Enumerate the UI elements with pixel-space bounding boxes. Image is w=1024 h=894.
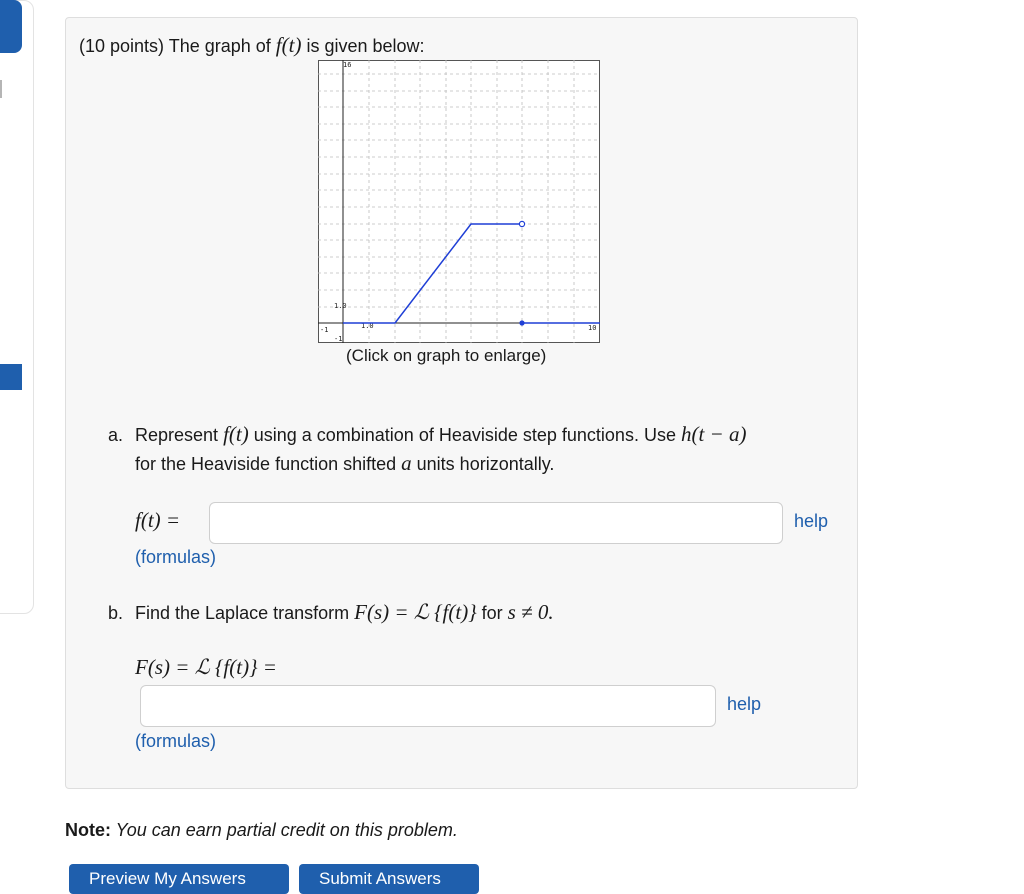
sidebar-card — [0, 0, 34, 614]
x-min-label: -1 — [320, 326, 329, 334]
problem-intro: (10 points) The graph of f(t) is given below: — [79, 33, 425, 57]
sidebar-active-marker[interactable] — [0, 364, 22, 390]
partial-credit-note: Note: You can earn partial credit on this problem. — [65, 820, 458, 840]
part-b-answer-input[interactable] — [140, 685, 716, 727]
y-tick-label: 1.0 — [334, 302, 347, 310]
open-endpoint — [519, 221, 524, 226]
y-min-label: -1 — [334, 335, 343, 343]
x-max-label: 10 — [588, 324, 597, 332]
part-b-help-link[interactable]: help — [727, 694, 762, 714]
part-a-answer-input[interactable] — [209, 502, 783, 544]
x-tick-label: 1.0 — [361, 322, 374, 330]
submit-answers-button[interactable]: Submit Answers — [299, 864, 479, 894]
closed-endpoint — [519, 320, 524, 325]
sidebar-nav-button[interactable] — [0, 0, 22, 53]
preview-answers-button[interactable]: Preview My Answers — [69, 864, 289, 894]
function-graph[interactable] — [318, 60, 600, 343]
part-b-formulas-link[interactable]: (formulas) — [135, 731, 217, 751]
part-a-prompt: a. Represent f(t) using a combination of Heaviside step functions. Use h(t − a) for the Heaviside function shifted a units horizontally. — [108, 422, 747, 475]
sidebar-divider — [0, 80, 2, 98]
part-b-input-label: F(s) = ℒ {f(t)} = — [135, 655, 277, 679]
part-a-formulas-link[interactable]: (formulas) — [135, 547, 217, 567]
enlarge-graph-link[interactable]: (Click on graph to enlarge) — [346, 346, 547, 365]
y-max-label: 16 — [343, 61, 352, 69]
part-a-help-link[interactable]: help — [794, 511, 829, 531]
part-b-prompt: b. Find the Laplace transform F(s) = ℒ {f(t)} for s ≠ 0. — [108, 600, 554, 624]
part-a-input-label: f(t) = — [135, 508, 181, 532]
